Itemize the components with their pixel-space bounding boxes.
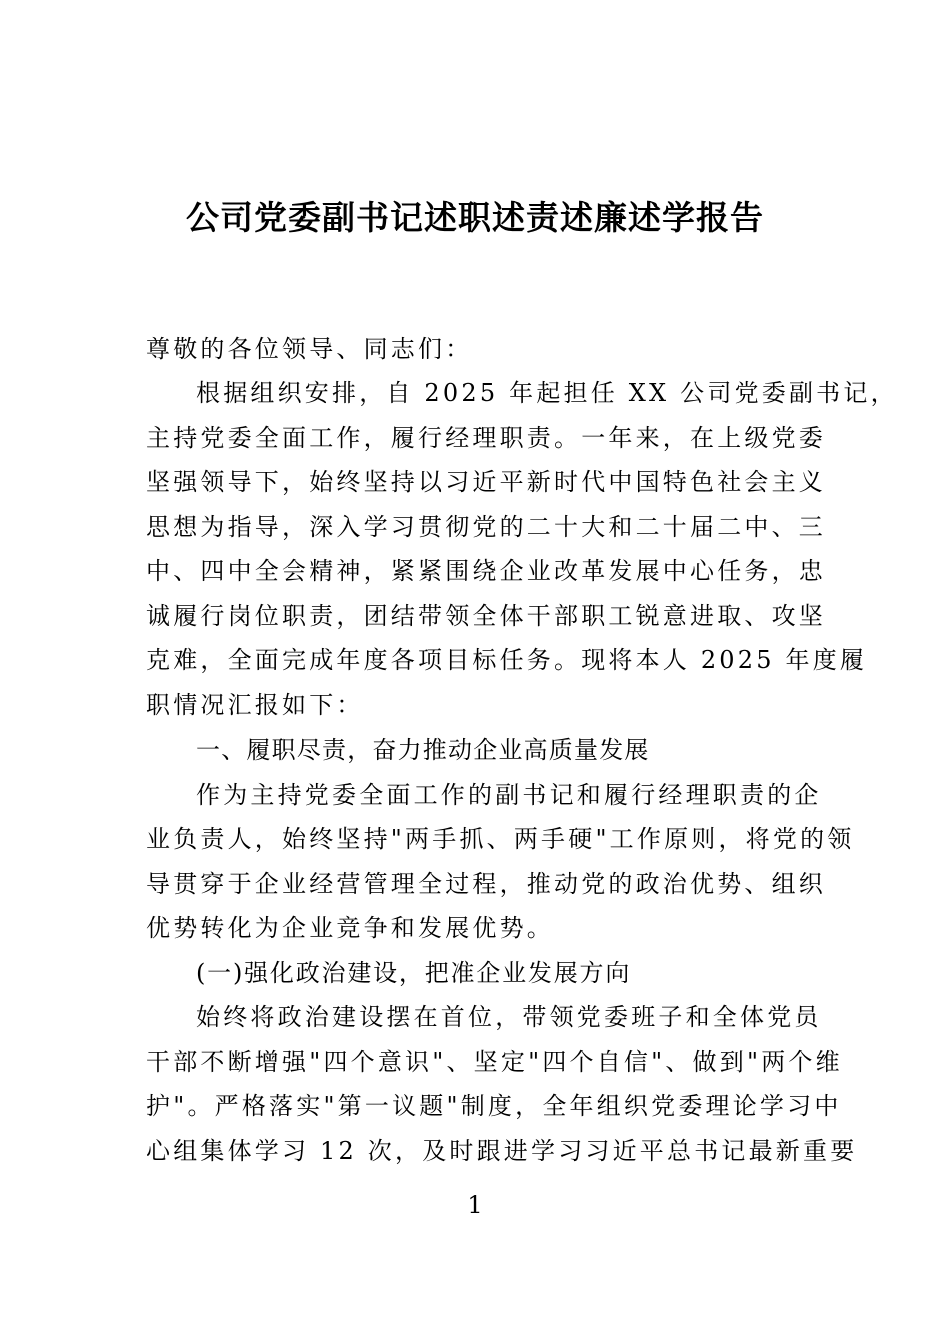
paragraph-line: 职情况汇报如下： [146, 691, 364, 719]
paragraph-line: 诚履行岗位职责，团结带领全体干部职工锐意进取、攻坚 [146, 602, 826, 630]
page-number: 1 [467, 1191, 483, 1219]
paragraph-line: 主持党委全面工作，履行经理职责。一年来，在上级党委 [146, 424, 826, 452]
document-title: 公司党委副书记述职述责述廉述学报告 [186, 198, 764, 237]
paragraph-line: 坚强领导下，始终坚持以习近平新时代中国特色社会主义 [146, 468, 826, 496]
paragraph-line: 中、四中全会精神，紧紧围绕企业改革发展中心任务，忠 [146, 557, 826, 585]
paragraph-line: 思想为指导，深入学习贯彻党的二十大和二十届二中、三 [146, 513, 826, 541]
subsection-heading: (一)强化政治建设，把准企业发展方向 [196, 959, 632, 987]
paragraph-line: 优势转化为企业竞争和发展优势。 [146, 914, 554, 942]
paragraph-line: 干部不断增强"四个意识"、坚定"四个自信"、做到"两个维 [146, 1048, 843, 1076]
paragraph-line: 克难，全面完成年度各项目标任务。现将本人 2025 年度履 [146, 646, 868, 674]
paragraph-line: 业负责人，始终坚持"两手抓、两手硬"工作原则，将党的领 [146, 825, 855, 853]
paragraph-line: 始终将政治建设摆在首位，带领党委班子和全体党员 [196, 1003, 822, 1031]
salutation: 尊敬的各位领导、同志们： [146, 335, 473, 363]
paragraph-line: 根据组织安排，自 2025 年起担任 XX 公司党委副书记， [196, 379, 898, 407]
paragraph-line: 心组集体学习 12 次，及时跟进学习习近平总书记最新重要 [146, 1137, 858, 1165]
paragraph-line: 护"。严格落实"第一议题"制度，全年组织党委理论学习中 [146, 1092, 842, 1120]
paragraph-line: 作为主持党委全面工作的副书记和履行经理职责的企 [196, 781, 822, 809]
paragraph-line: 导贯穿于企业经营管理全过程，推动党的政治优势、组织 [146, 870, 826, 898]
section-heading: 一、履职尽责，奋力推动企业高质量发展 [196, 736, 650, 764]
